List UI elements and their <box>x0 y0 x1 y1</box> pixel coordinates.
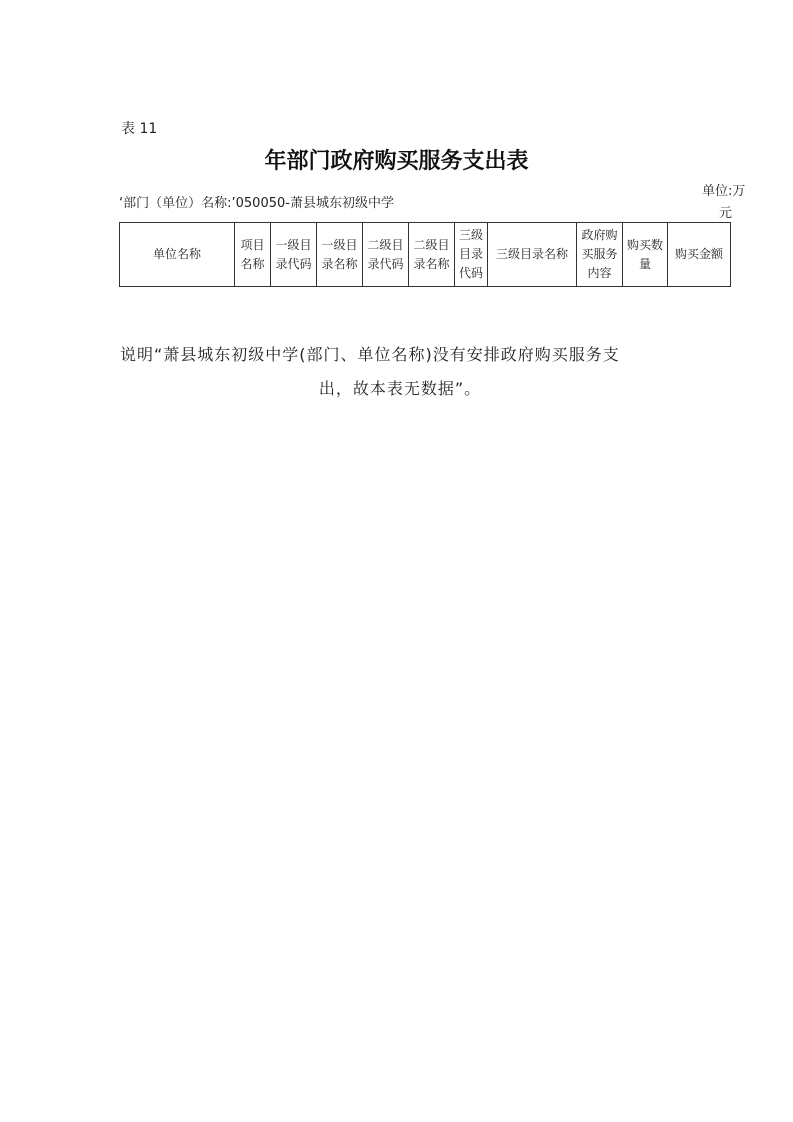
column-header-level2-name <box>409 223 455 287</box>
column-header-line: 一级目 <box>321 237 358 252</box>
table-header-row <box>120 223 731 287</box>
column-header-line: 二级目 <box>367 237 404 252</box>
column-header-line: 代码 <box>458 266 483 280</box>
column-header-line: 购买金额 <box>674 247 723 261</box>
page-title: 年部门政府购买服务支出表 <box>264 149 529 174</box>
purchase-services-table <box>119 222 731 287</box>
unit-label-line-2: 元 <box>718 206 732 221</box>
column-header-purchase-amount <box>668 223 731 287</box>
column-header-line: 录名称 <box>413 256 450 271</box>
note-line-1: 说明“萧县城东初级中学(部门、单位名称)没有安排政府购买服务支 <box>120 345 620 364</box>
column-header-level1-code <box>271 223 317 287</box>
column-header-line: 单位名称 <box>152 247 201 261</box>
department-name-line: ‘部门（单位）名称:’050050-萧县城东初级中学 <box>119 196 394 211</box>
column-header-line: 二级目 <box>413 237 450 252</box>
column-header-line: 三级目录名称 <box>495 247 568 261</box>
column-header-line: 录代码 <box>367 256 404 271</box>
column-header-level3-code <box>455 223 488 287</box>
unit-label-line-1: 单位:万 <box>702 184 746 199</box>
column-header-line: 内容 <box>587 266 612 280</box>
column-header-line: 项目 <box>240 237 265 252</box>
column-header-line: 名称 <box>240 256 265 271</box>
column-header-level1-name <box>317 223 363 287</box>
column-header-project-name <box>235 223 271 287</box>
explanation-note <box>120 338 680 406</box>
note-line-2: 出，故本表无数据”。 <box>318 379 482 398</box>
column-header-level2-code <box>363 223 409 287</box>
unit-label <box>702 181 746 225</box>
column-header-line: 购买数 <box>626 237 663 252</box>
column-header-line: 三级 <box>458 228 483 242</box>
column-header-purchase-quantity <box>623 223 668 287</box>
column-header-line: 录名称 <box>321 256 358 271</box>
column-header-line: 目录 <box>458 247 483 261</box>
table-number: 表 11 <box>121 121 158 137</box>
column-header-level3-name <box>488 223 577 287</box>
column-header-line: 录代码 <box>275 256 312 271</box>
column-header-line: 一级目 <box>275 237 312 252</box>
column-header-unit-name <box>120 223 235 287</box>
column-header-line: 买服务 <box>581 247 618 261</box>
column-header-service-content <box>577 223 623 287</box>
column-header-line: 政府购 <box>581 228 618 242</box>
column-header-line: 量 <box>638 256 651 271</box>
